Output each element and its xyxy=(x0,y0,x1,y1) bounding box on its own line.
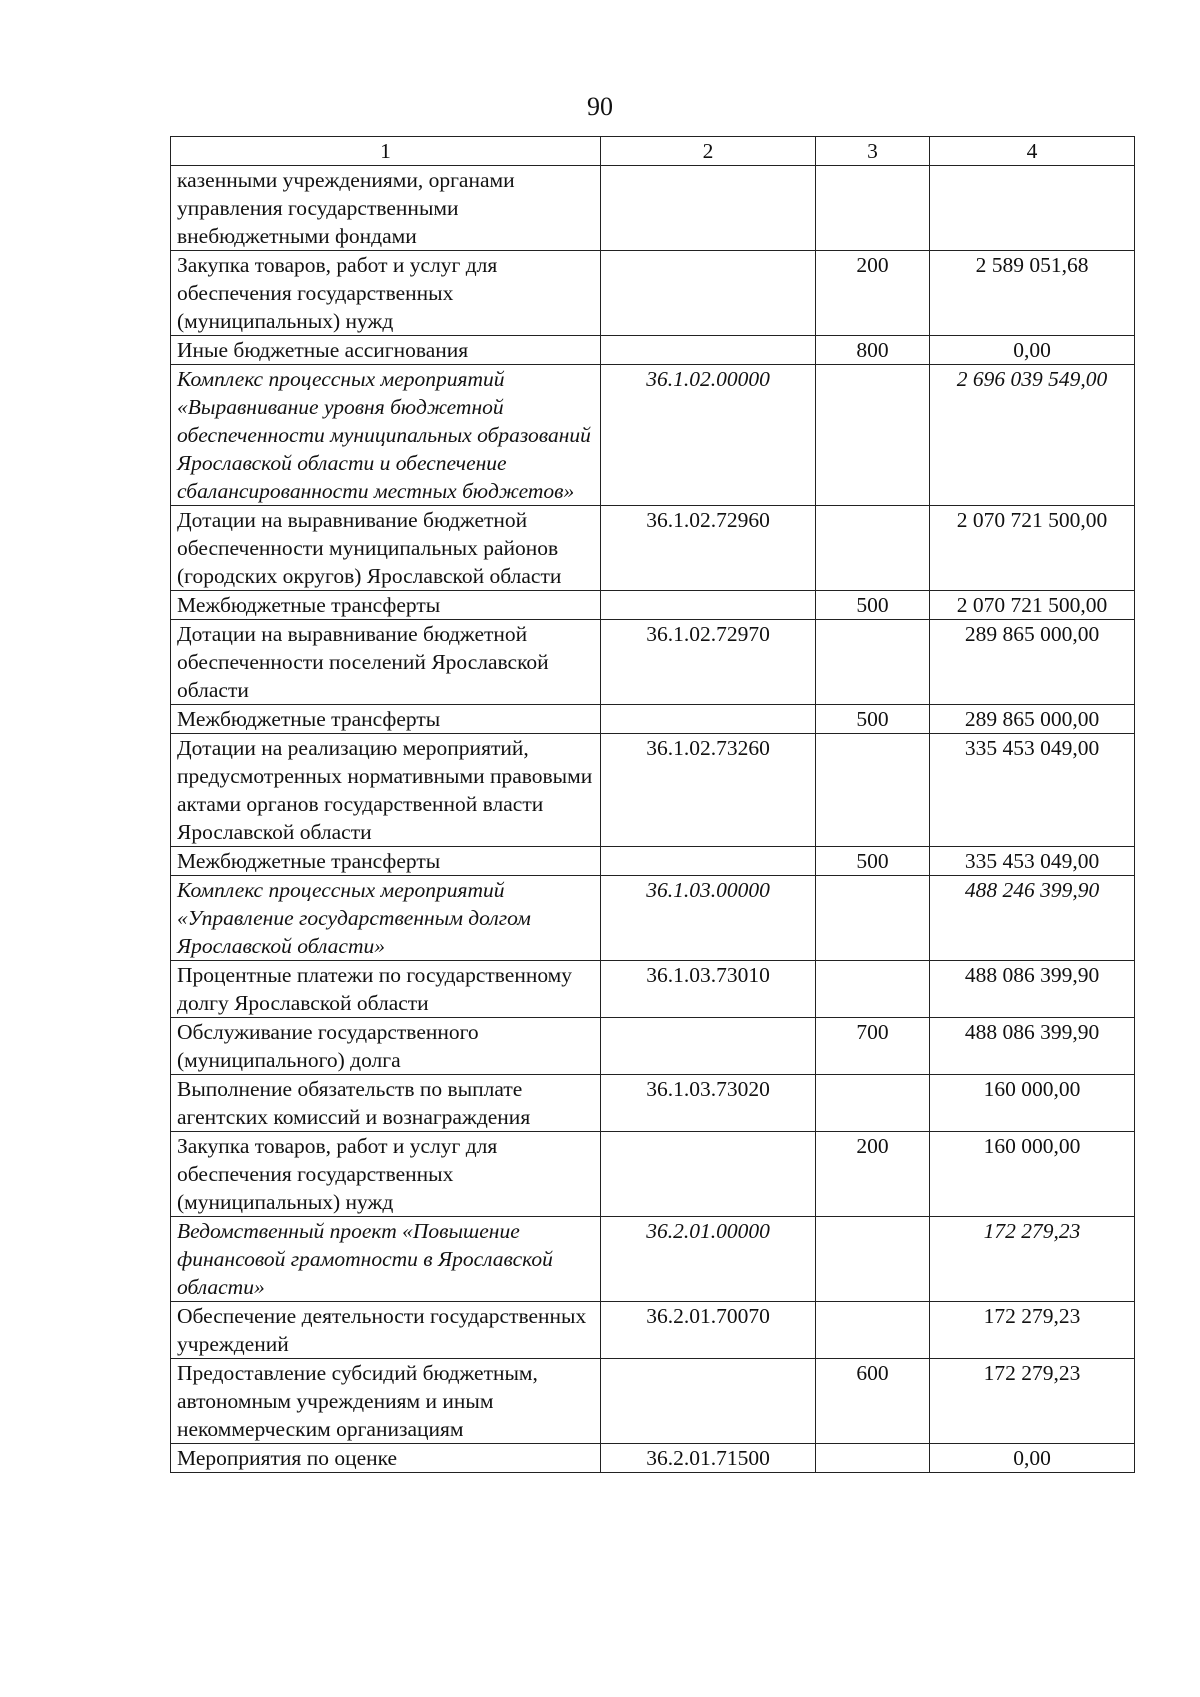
table-row xyxy=(171,1132,1135,1217)
row-expense-type-cell xyxy=(816,961,930,1018)
row-amount-cell: 0,00 xyxy=(930,336,1135,365)
row-name-cell: Межбюджетные трансферты xyxy=(171,591,601,620)
row-name-cell: Дотации на выравнивание бюджетной обеспеченности поселений Ярославской области xyxy=(171,620,601,705)
row-amount-cell: 172 279,23 xyxy=(930,1217,1135,1302)
row-expense-type-cell: 500 xyxy=(816,847,930,876)
table-row xyxy=(171,1444,1135,1473)
row-amount-cell: 160 000,00 xyxy=(930,1132,1135,1217)
row-name-cell: Межбюджетные трансферты xyxy=(171,705,601,734)
row-name-cell: Обслуживание государственного (муниципального) долга xyxy=(171,1018,601,1075)
row-name-cell: Закупка товаров, работ и услуг для обеспечения государственных (муниципальных) нужд xyxy=(171,251,601,336)
row-amount-cell: 2 070 721 500,00 xyxy=(930,591,1135,620)
row-code-cell xyxy=(601,1018,816,1075)
row-amount-cell: 335 453 049,00 xyxy=(930,734,1135,847)
row-amount-cell: 172 279,23 xyxy=(930,1359,1135,1444)
row-code-cell xyxy=(601,166,816,251)
row-expense-type-cell xyxy=(816,620,930,705)
row-amount-cell xyxy=(930,166,1135,251)
row-expense-type-cell xyxy=(816,365,930,506)
row-name-cell: Процентные платежи по государственному долгу Ярославской области xyxy=(171,961,601,1018)
row-code-cell xyxy=(601,1359,816,1444)
row-expense-type-cell: 800 xyxy=(816,336,930,365)
row-expense-type-cell xyxy=(816,1217,930,1302)
row-expense-type-cell xyxy=(816,876,930,961)
row-expense-type-cell: 200 xyxy=(816,1132,930,1217)
table-row xyxy=(171,734,1135,847)
row-code-cell xyxy=(601,336,816,365)
row-code-cell: 36.1.03.73020 xyxy=(601,1075,816,1132)
row-expense-type-cell: 200 xyxy=(816,251,930,336)
row-expense-type-cell: 600 xyxy=(816,1359,930,1444)
row-expense-type-cell xyxy=(816,734,930,847)
row-code-cell: 36.1.03.73010 xyxy=(601,961,816,1018)
row-name-cell: Иные бюджетные ассигнования xyxy=(171,336,601,365)
row-name-cell: Дотации на выравнивание бюджетной обеспеченности муниципальных районов (городских округов) Ярославской области xyxy=(171,506,601,591)
table-row xyxy=(171,251,1135,336)
row-name-cell: Предоставление субсидий бюджетным, автономным учреждениям и иным некоммерческим организациям xyxy=(171,1359,601,1444)
row-code-cell: 36.2.01.70070 xyxy=(601,1302,816,1359)
column-header-1: 1 xyxy=(171,137,601,166)
table-row xyxy=(171,620,1135,705)
table-row xyxy=(171,705,1135,734)
row-code-cell xyxy=(601,705,816,734)
table-row xyxy=(171,1018,1135,1075)
row-name-cell: Мероприятия по оценке xyxy=(171,1444,601,1473)
row-amount-cell: 488 246 399,90 xyxy=(930,876,1135,961)
row-name-cell: Межбюджетные трансферты xyxy=(171,847,601,876)
row-code-cell xyxy=(601,591,816,620)
row-code-cell: 36.1.02.73260 xyxy=(601,734,816,847)
column-header-3: 3 xyxy=(816,137,930,166)
row-name-cell: Выполнение обязательств по выплате агентских комиссий и вознаграждения xyxy=(171,1075,601,1132)
row-expense-type-cell: 500 xyxy=(816,705,930,734)
row-expense-type-cell xyxy=(816,166,930,251)
row-amount-cell: 289 865 000,00 xyxy=(930,620,1135,705)
page-number: 90 xyxy=(587,92,613,121)
table-row xyxy=(171,1359,1135,1444)
table-row xyxy=(171,876,1135,961)
row-code-cell: 36.1.02.72960 xyxy=(601,506,816,591)
table-row xyxy=(171,166,1135,251)
row-code-cell xyxy=(601,251,816,336)
table-row xyxy=(171,1302,1135,1359)
row-name-cell: Закупка товаров, работ и услуг для обеспечения государственных (муниципальных) нужд xyxy=(171,1132,601,1217)
table-row xyxy=(171,365,1135,506)
row-code-cell xyxy=(601,1132,816,1217)
row-expense-type-cell: 500 xyxy=(816,591,930,620)
budget-table xyxy=(170,136,1135,1473)
table-row xyxy=(171,1075,1135,1132)
row-expense-type-cell xyxy=(816,1302,930,1359)
row-amount-cell: 2 696 039 549,00 xyxy=(930,365,1135,506)
row-code-cell xyxy=(601,847,816,876)
table-row xyxy=(171,1217,1135,1302)
row-amount-cell: 488 086 399,90 xyxy=(930,961,1135,1018)
row-code-cell: 36.1.03.00000 xyxy=(601,876,816,961)
table-row xyxy=(171,847,1135,876)
row-expense-type-cell xyxy=(816,1075,930,1132)
table-row xyxy=(171,591,1135,620)
row-amount-cell: 160 000,00 xyxy=(930,1075,1135,1132)
column-header-4: 4 xyxy=(930,137,1135,166)
row-amount-cell: 2 070 721 500,00 xyxy=(930,506,1135,591)
row-expense-type-cell: 700 xyxy=(816,1018,930,1075)
row-name-cell: казенными учреждениями, органами управления государственными внебюджетными фондами xyxy=(171,166,601,251)
column-header-2: 2 xyxy=(601,137,816,166)
row-name-cell: Комплекс процессных мероприятий «Выравнивание уровня бюджетной обеспеченности муниципальных образований Ярославской области и обеспечение сбалансированности местных бюджетов» xyxy=(171,365,601,506)
row-code-cell: 36.1.02.72970 xyxy=(601,620,816,705)
table-row xyxy=(171,506,1135,591)
row-code-cell: 36.2.01.71500 xyxy=(601,1444,816,1473)
table-body xyxy=(171,166,1135,1473)
table-row xyxy=(171,336,1135,365)
table-header-row xyxy=(171,137,1135,166)
table-row xyxy=(171,961,1135,1018)
row-amount-cell: 289 865 000,00 xyxy=(930,705,1135,734)
row-expense-type-cell xyxy=(816,506,930,591)
row-amount-cell: 172 279,23 xyxy=(930,1302,1135,1359)
row-amount-cell: 488 086 399,90 xyxy=(930,1018,1135,1075)
row-code-cell: 36.1.02.00000 xyxy=(601,365,816,506)
row-expense-type-cell xyxy=(816,1444,930,1473)
row-amount-cell: 0,00 xyxy=(930,1444,1135,1473)
row-name-cell: Ведомственный проект «Повышение финансовой грамотности в Ярославской области» xyxy=(171,1217,601,1302)
row-amount-cell: 335 453 049,00 xyxy=(930,847,1135,876)
row-name-cell: Обеспечение деятельности государственных учреждений xyxy=(171,1302,601,1359)
row-name-cell: Дотации на реализацию мероприятий, предусмотренных нормативными правовыми актами органов государственной власти Ярославской области xyxy=(171,734,601,847)
row-code-cell: 36.2.01.00000 xyxy=(601,1217,816,1302)
row-amount-cell: 2 589 051,68 xyxy=(930,251,1135,336)
row-name-cell: Комплекс процессных мероприятий «Управление государственным долгом Ярославской области» xyxy=(171,876,601,961)
